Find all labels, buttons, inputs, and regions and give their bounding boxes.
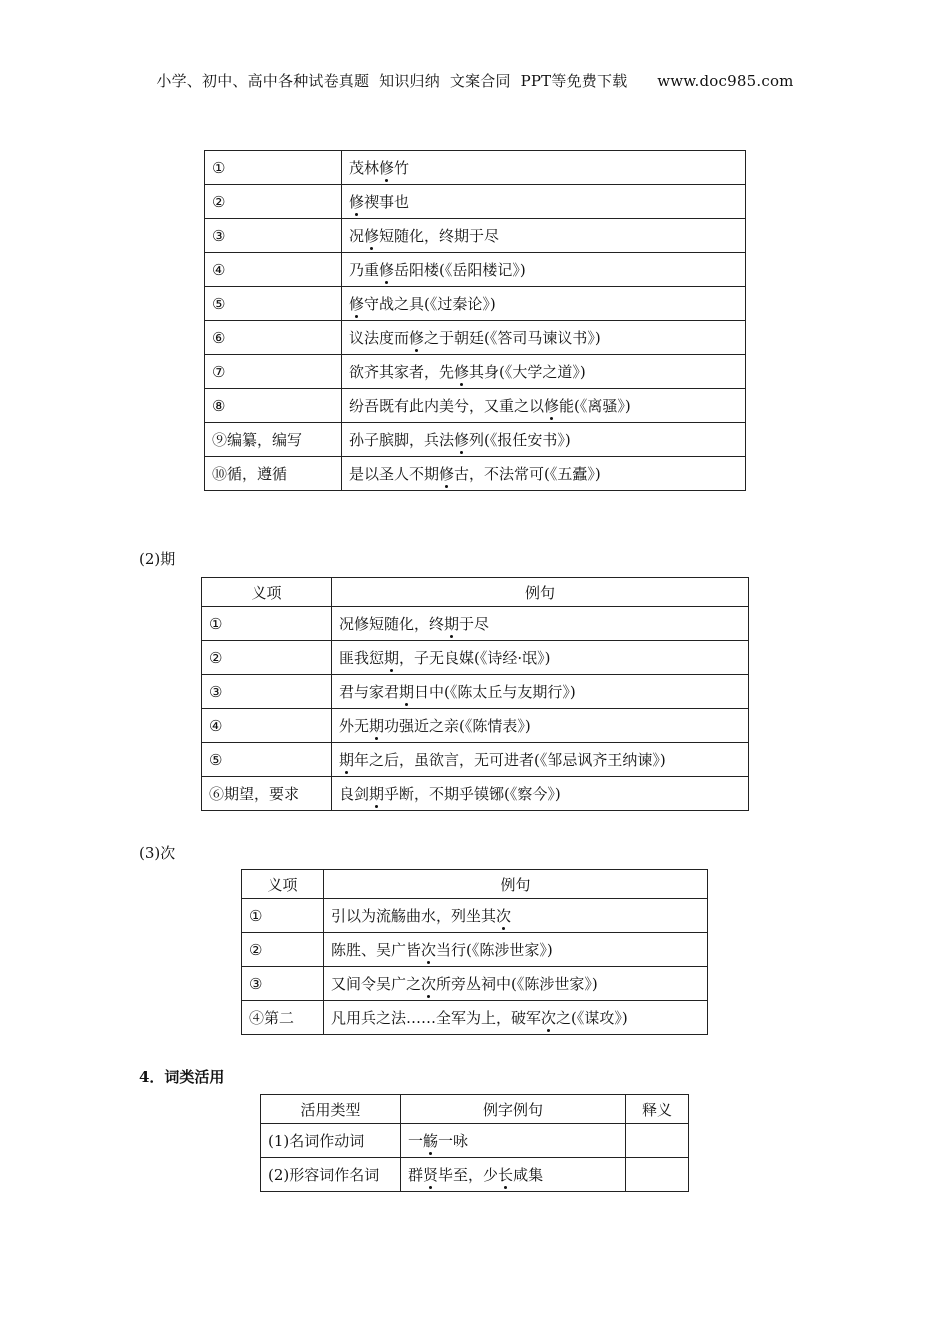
meaning-cell [205, 185, 342, 219]
key-character: 次 [541, 1009, 557, 1027]
key-character: 修 [379, 159, 395, 177]
key-character: 修 [409, 329, 425, 347]
key-character: 修 [379, 261, 395, 279]
key-character: 修 [544, 397, 560, 415]
example-text: 毕至，少 [438, 1166, 499, 1184]
key-character: 觞 [423, 1132, 439, 1150]
meaning-text: ⑥期望，要求 [209, 785, 300, 803]
header-type: 活用类型 [261, 1095, 401, 1124]
meaning-cell [242, 967, 324, 1001]
example-cell [332, 709, 749, 743]
example-text-before: 乃重 [349, 261, 380, 279]
type-text: (1)名词作动词 [268, 1132, 365, 1150]
header-meaning: 义项 [242, 870, 324, 899]
example-cell [332, 607, 749, 641]
example-text-before: 况 [349, 227, 365, 245]
table-ci [241, 869, 708, 1035]
example-text-after: ，子无良媒(《诗经·氓》) [399, 649, 551, 667]
example-cell [324, 967, 708, 1001]
meaning-cell [202, 709, 332, 743]
section-2-label: (2)期 [139, 550, 176, 568]
example-cell [332, 743, 749, 777]
example-text-after: 列(《报任安书》) [469, 431, 571, 449]
table-row [205, 321, 746, 355]
table-row [205, 151, 746, 185]
meaning-cell [205, 219, 342, 253]
meaning-text: ③ [209, 682, 223, 701]
meaning-cell [205, 389, 342, 423]
table-row [205, 287, 746, 321]
example-text-after: 之(《谋攻》) [556, 1009, 628, 1027]
example-text-before: 良剑 [339, 785, 370, 803]
meaning-text: ④ [212, 260, 226, 279]
table-row [205, 389, 746, 423]
meaning-text: ⑨编纂，编写 [212, 431, 303, 449]
meaning-text: ① [209, 614, 223, 633]
key-character: 修 [364, 227, 380, 245]
meaning-cell [205, 355, 342, 389]
key-character: 次 [496, 907, 512, 925]
table-row [205, 423, 746, 457]
header-example: 例句 [324, 870, 708, 899]
key-character: 长 [498, 1166, 514, 1184]
example-text-after: 禊事也 [364, 193, 410, 211]
meaning-cell [202, 675, 332, 709]
meaning-text: ④第二 [249, 1009, 295, 1027]
key-character: 修 [454, 363, 470, 381]
table-row [205, 219, 746, 253]
section-3-label: (3)次 [139, 844, 176, 862]
example-text-after: 竹 [394, 159, 410, 177]
example-text-before: 欲齐其家者，先 [349, 363, 455, 381]
example-cell [342, 151, 746, 185]
page-header: 小学、初中、高中各种试卷真题 知识归纳 文案合同 PPT等免费下载 www.doc985.com [156, 72, 794, 90]
meaning-text: ⑤ [212, 294, 226, 313]
example-cell [332, 641, 749, 675]
header-example: 例字例句 [401, 1095, 626, 1124]
header-meaning: 义项 [202, 578, 332, 607]
table-word-class [260, 1094, 689, 1192]
header-example: 例句 [332, 578, 749, 607]
table-row [242, 1001, 708, 1035]
example-text-after: 之于朝廷(《答司马谏议书》) [424, 329, 601, 347]
meaning-text: ⑤ [209, 750, 223, 769]
example-text-before: 茂林 [349, 159, 380, 177]
example-cell [332, 675, 749, 709]
table-row [202, 743, 749, 777]
example-cell [342, 219, 746, 253]
meaning-cell [626, 1124, 689, 1158]
key-character: 贤 [423, 1166, 439, 1184]
example-text-before: 君与家君 [339, 683, 400, 701]
type-text: (2)形容词作名词 [268, 1166, 380, 1184]
meaning-cell [626, 1158, 689, 1192]
key-character: 期 [384, 649, 400, 667]
table-row [202, 641, 749, 675]
example-cell [332, 777, 749, 811]
meaning-cell [202, 743, 332, 777]
example-cell [342, 287, 746, 321]
example-text: 一咏 [438, 1132, 469, 1150]
meaning-cell [202, 777, 332, 811]
meaning-text: ④ [209, 716, 223, 735]
example-text-after: 其身(《大学之道》) [469, 363, 586, 381]
example-text: 一 [408, 1132, 424, 1150]
meaning-text: ⑥ [212, 328, 226, 347]
meaning-cell [205, 253, 342, 287]
example-cell [324, 899, 708, 933]
example-text: 咸集 [513, 1166, 544, 1184]
example-text-before: 陈胜、吴广皆 [331, 941, 422, 959]
key-character: 修 [349, 295, 365, 313]
example-text-after: 于尽 [459, 615, 490, 633]
meaning-text: ② [212, 192, 226, 211]
example-text-before: 况修短随化，终 [339, 615, 445, 633]
meaning-cell [202, 641, 332, 675]
meaning-cell [205, 151, 342, 185]
example-cell [342, 457, 746, 491]
example-text-before: 纷吾既有此内美兮，又重之以 [349, 397, 545, 415]
table-row [202, 675, 749, 709]
example-text: 群 [408, 1166, 424, 1184]
table-row [205, 185, 746, 219]
example-cell [342, 253, 746, 287]
table-row [261, 1158, 689, 1192]
example-text-before: 议法度而 [349, 329, 410, 347]
type-cell [261, 1124, 401, 1158]
example-text-before: 又间令吴广之 [331, 975, 422, 993]
key-character: 期 [369, 717, 385, 735]
table-row [202, 709, 749, 743]
meaning-cell [205, 457, 342, 491]
key-character: 次 [421, 941, 437, 959]
type-cell [261, 1158, 401, 1192]
meaning-cell [242, 899, 324, 933]
example-text-after: 当行(《陈涉世家》) [436, 941, 553, 959]
table-row [205, 457, 746, 491]
meaning-text: ⑦ [212, 362, 226, 381]
meaning-text: ⑩循，遵循 [212, 465, 288, 483]
key-character: 次 [421, 975, 437, 993]
example-text-after: 日中(《陈太丘与友期行》) [414, 683, 576, 701]
table-row [205, 253, 746, 287]
example-text-after: 能(《离骚》) [559, 397, 631, 415]
table-qi [201, 577, 749, 811]
example-text-after: 守战之具(《过秦论》) [364, 295, 496, 313]
example-text-after: 岳阳楼(《岳阳楼记》) [394, 261, 526, 279]
table-row [242, 933, 708, 967]
key-character: 期 [339, 751, 355, 769]
table-row [242, 967, 708, 1001]
meaning-text: ② [249, 940, 263, 959]
example-text-before: 孙子膑脚，兵法 [349, 431, 455, 449]
table-row [202, 777, 749, 811]
example-text-after: 古，不法常可(《五蠹》) [454, 465, 601, 483]
example-text-after: 短随化，终期于尽 [379, 227, 500, 245]
meaning-cell [205, 321, 342, 355]
key-character: 修 [454, 431, 470, 449]
example-text-before: 外无 [339, 717, 370, 735]
example-text-before: 凡用兵之法……全军为上，破军 [331, 1009, 542, 1027]
header-meaning: 释义 [626, 1095, 689, 1124]
example-cell [324, 1001, 708, 1035]
key-character: 修 [349, 193, 365, 211]
table-row [261, 1124, 689, 1158]
meaning-cell [205, 423, 342, 457]
key-character: 期 [399, 683, 415, 701]
key-character: 期 [444, 615, 460, 633]
example-text-after: 功强近之亲(《陈情表》) [384, 717, 531, 735]
table-row [202, 607, 749, 641]
meaning-text: ③ [212, 226, 226, 245]
example-cell [324, 933, 708, 967]
example-text-before: 匪我愆 [339, 649, 385, 667]
key-character: 期 [369, 785, 385, 803]
example-cell [342, 389, 746, 423]
table-xiu [204, 150, 746, 491]
meaning-cell [205, 287, 342, 321]
meaning-text: ⑧ [212, 396, 226, 415]
example-text-before: 引以为流觞曲水，列坐其 [331, 907, 497, 925]
example-text-after: 所旁丛祠中(《陈涉世家》) [436, 975, 598, 993]
example-cell [342, 321, 746, 355]
meaning-text: ① [212, 158, 226, 177]
example-text-after: 乎断，不期乎镆铘(《察今》) [384, 785, 561, 803]
meaning-cell [202, 607, 332, 641]
example-text-after: 年之后，虽欲言，无可进者(《邹忌讽齐王纳谏》) [354, 751, 666, 769]
example-text-before: 是以圣人不期 [349, 465, 440, 483]
meaning-text: ② [209, 648, 223, 667]
example-cell [342, 185, 746, 219]
section-4-label: 4．词类活用 [139, 1068, 225, 1086]
example-cell [342, 423, 746, 457]
meaning-cell [242, 1001, 324, 1035]
example-cell [401, 1158, 626, 1192]
example-cell [342, 355, 746, 389]
table-row [242, 899, 708, 933]
table-row [205, 355, 746, 389]
key-character: 修 [439, 465, 455, 483]
meaning-text: ① [249, 906, 263, 925]
meaning-text: ③ [249, 974, 263, 993]
meaning-cell [242, 933, 324, 967]
example-cell [401, 1124, 626, 1158]
